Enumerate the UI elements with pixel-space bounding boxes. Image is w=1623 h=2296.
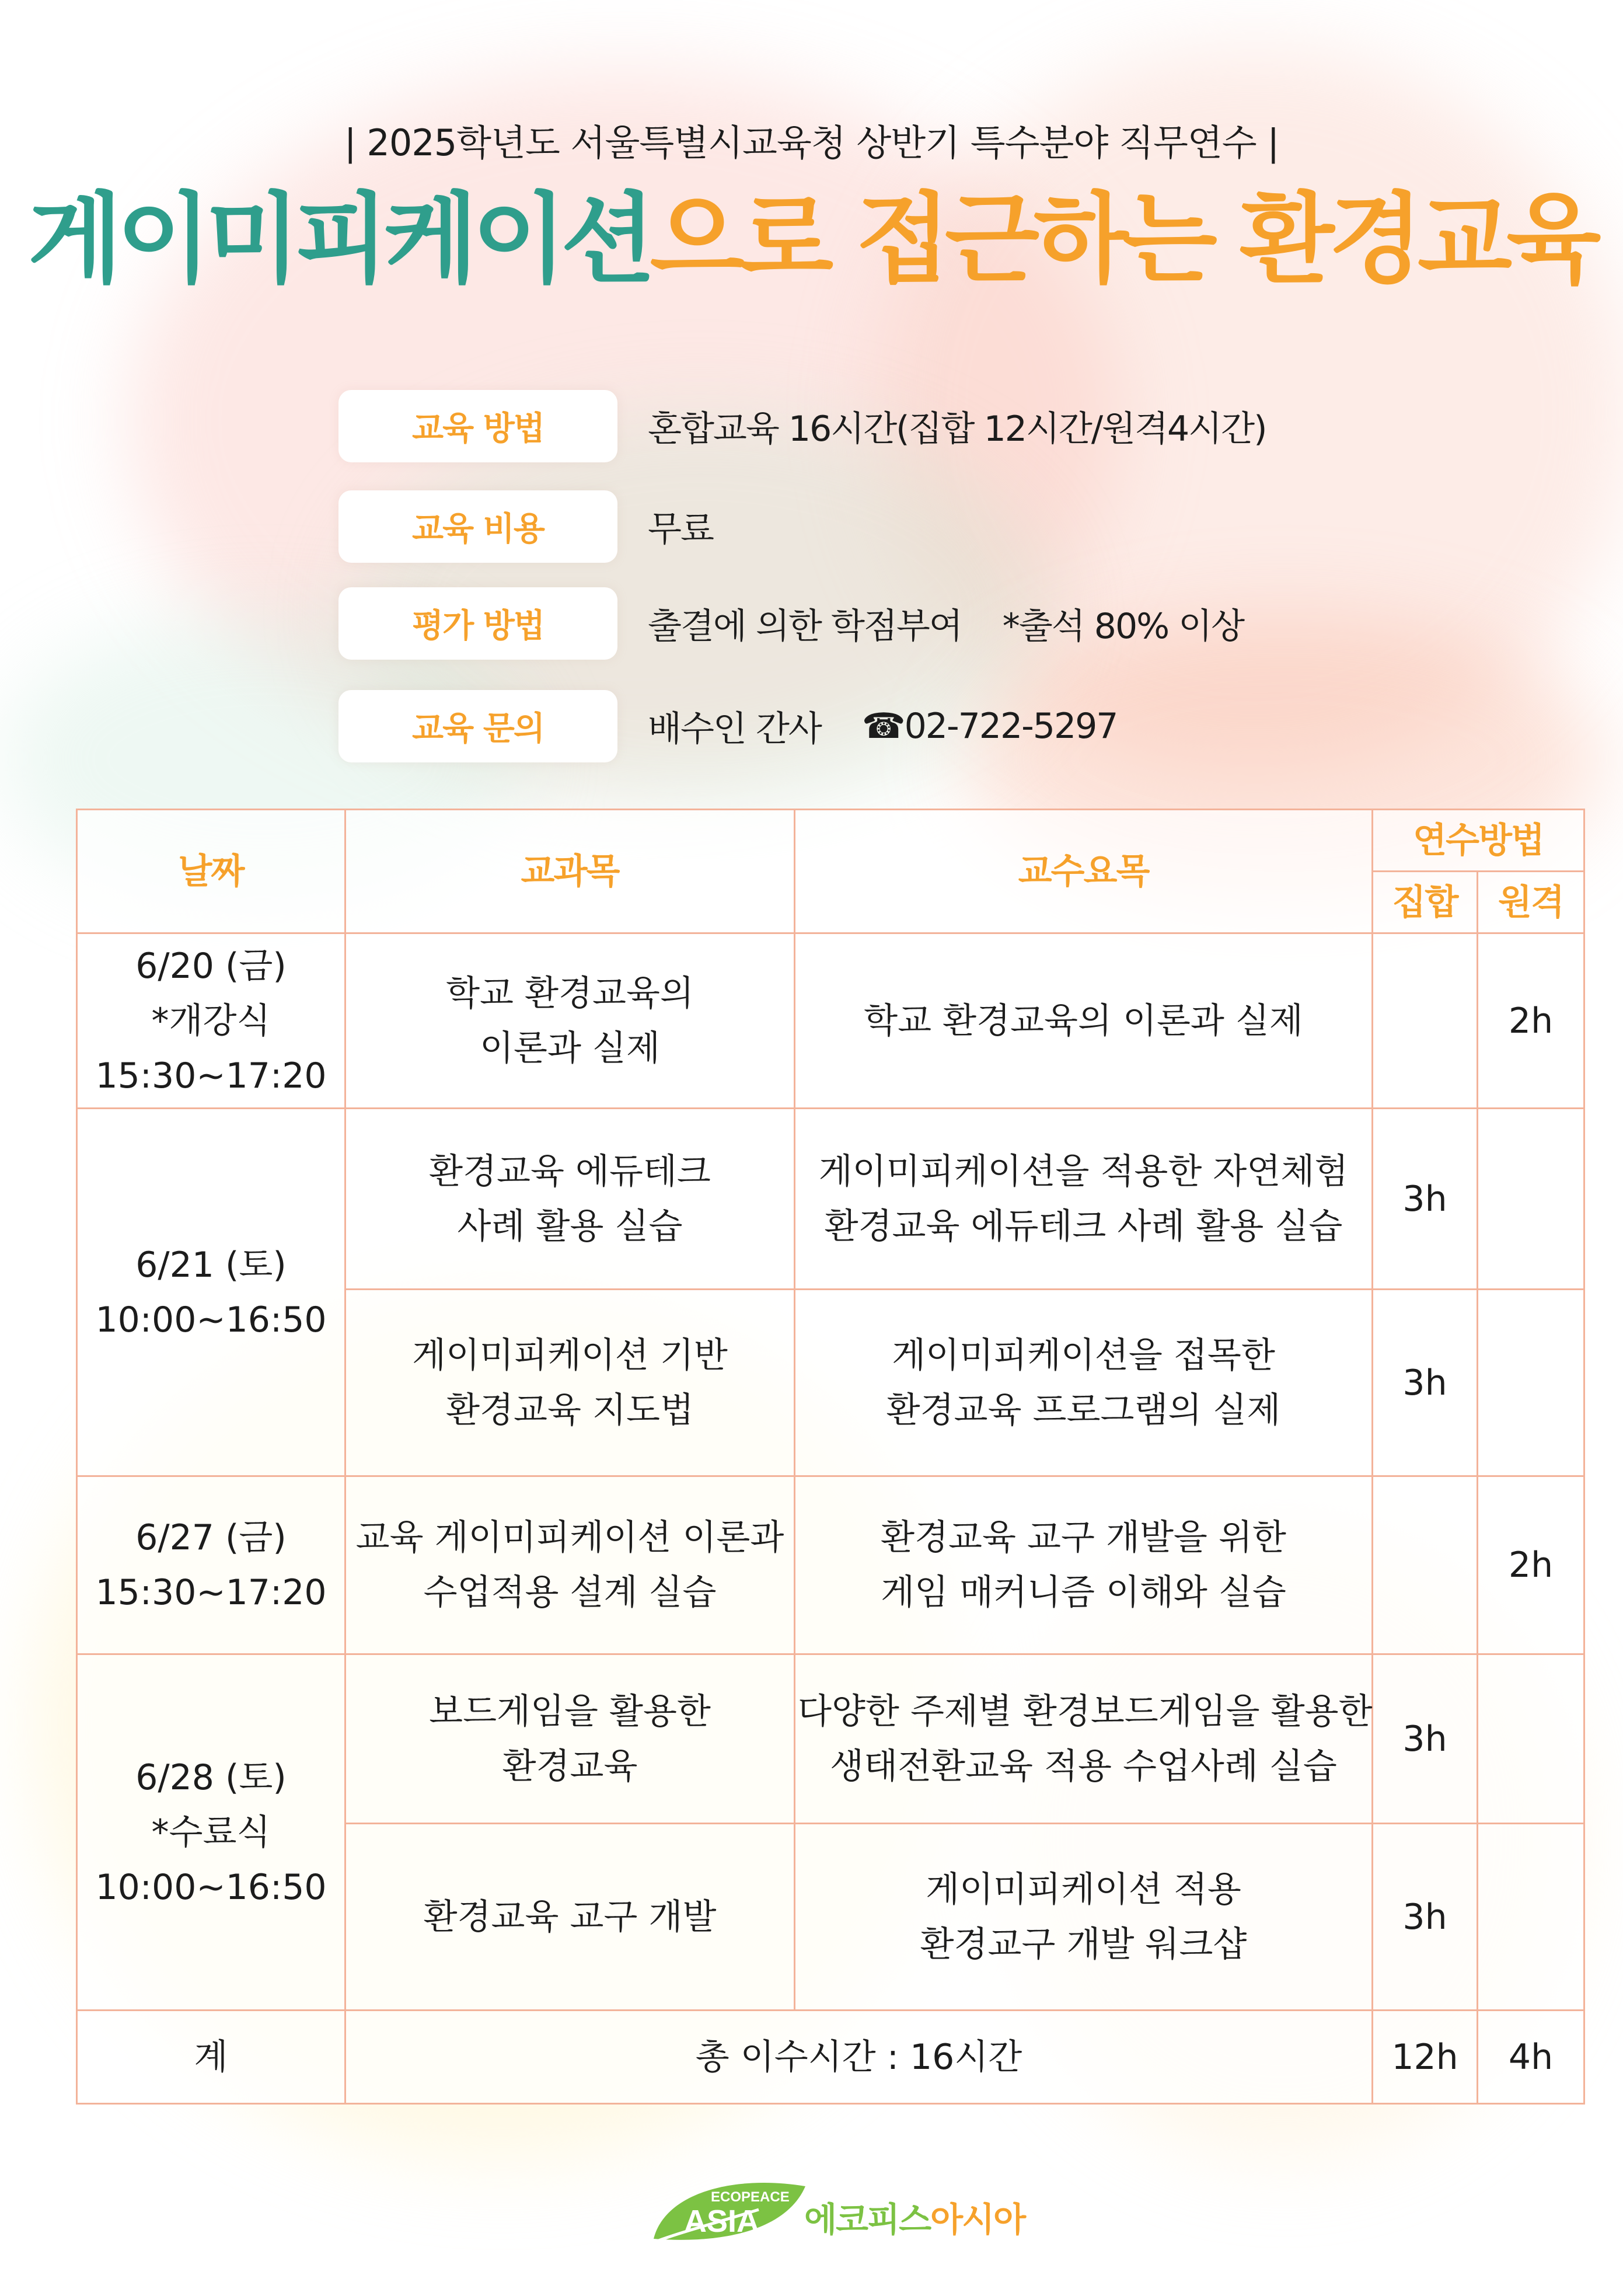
header-subject: 교과목 <box>345 810 795 933</box>
date-cell: 6/28 (토) *수료식 10:00~16:50 <box>77 1654 345 2011</box>
info-value: 무료 <box>648 509 713 550</box>
header-date: 날짜 <box>77 810 345 933</box>
subject-cell: 학교 환경교육의 이론과 실제 <box>345 933 795 1109</box>
header-offline: 집합 <box>1373 872 1478 933</box>
content-cell: 환경교육 교구 개발을 위한 게임 매커니즘 이해와 실습 <box>795 1476 1373 1654</box>
info-label: 교육 비용 <box>338 490 617 563</box>
date-cell: 6/27 (금) 15:30~17:20 <box>77 1476 345 1654</box>
info-value: 혼합교육 16시간(집합 12시간/원격4시간) <box>648 409 1266 450</box>
table-row <box>77 1109 1584 1290</box>
date-cell: 6/21 (토) 10:00~16:50 <box>77 1109 345 1476</box>
evaluation-text: 출결에 의한 학점부여 <box>648 606 962 647</box>
online-hours <box>1478 1654 1584 1824</box>
offline-hours: 3h <box>1373 1824 1478 2011</box>
table-row <box>77 1654 1584 1824</box>
offline-hours: 3h <box>1373 1109 1478 1290</box>
table-header-row <box>77 810 1584 872</box>
offline-hours <box>1373 933 1478 1109</box>
online-hours: 2h <box>1478 933 1584 1109</box>
schedule-table <box>76 809 1585 2105</box>
logo-text-green: 에코피스 <box>804 2200 931 2239</box>
subject-cell: 보드게임을 활용한 환경교육 <box>345 1654 795 1824</box>
logo-leaf-top: ECOPEACE <box>711 2189 790 2205</box>
contact-phone: ☎02-722-5297 <box>861 706 1118 747</box>
logo-text-orange: 아시아 <box>930 2200 1025 2239</box>
attendance-note: *출석 80% 이상 <box>1002 606 1244 647</box>
header-online: 원격 <box>1478 872 1584 933</box>
offline-hours: 3h <box>1373 1290 1478 1476</box>
title-rest: 으로 접근하는 환경교육 <box>650 182 1596 297</box>
subject-cell: 교육 게이미피케이션 이론과 수업적용 설계 실습 <box>345 1476 795 1654</box>
online-hours <box>1478 1290 1584 1476</box>
content-cell: 게이미피케이션을 적용한 자연체험 환경교육 에듀테크 사례 활용 실습 <box>795 1109 1373 1290</box>
online-hours: 2h <box>1478 1476 1584 1654</box>
logo-leaf-main: ASIA <box>684 2204 760 2239</box>
content-cell: 다양한 주제별 환경보드게임을 활용한 생태전환교육 적용 수업사례 실습 <box>795 1654 1373 1824</box>
subject-cell: 환경교육 교구 개발 <box>345 1824 795 2011</box>
total-hours-text: 총 이수시간 : 16시간 <box>345 2011 1373 2104</box>
total-online-hours: 4h <box>1478 2011 1584 2104</box>
logo-wordmark <box>804 2192 1025 2241</box>
total-offline-hours: 12h <box>1373 2011 1478 2104</box>
table-row <box>77 1476 1584 1654</box>
info-value <box>648 690 1623 762</box>
online-hours <box>1478 1109 1584 1290</box>
header-subtitle: | 2025학년도 서울특별시교육청 상반기 특수분야 직무연수 | <box>344 121 1279 164</box>
subject-cell: 게이미피케이션 기반 환경교육 지도법 <box>345 1290 795 1476</box>
title-highlight: 게이미피케이션 <box>27 182 650 297</box>
online-hours <box>1478 1824 1584 2011</box>
offline-hours <box>1373 1476 1478 1654</box>
contact-name: 배수인 간사 <box>648 709 821 750</box>
subject-cell: 환경교육 에듀테크 사례 활용 실습 <box>345 1109 795 1290</box>
table-total-row <box>77 2011 1584 2104</box>
total-label: 계 <box>77 2011 345 2104</box>
info-label: 교육 문의 <box>338 690 617 762</box>
info-value <box>648 587 1623 660</box>
date-cell: 6/20 (금) *개강식 15:30~17:20 <box>77 933 345 1109</box>
offline-hours: 3h <box>1373 1654 1478 1824</box>
leaf-icon <box>642 2169 811 2250</box>
table-row <box>77 933 1584 1109</box>
info-label: 교육 방법 <box>338 390 617 462</box>
content-cell: 게이미피케이션을 접목한 환경교육 프로그램의 실제 <box>795 1290 1373 1476</box>
header-method: 연수방법 <box>1373 810 1584 872</box>
content-cell: 학교 환경교육의 이론과 실제 <box>795 933 1373 1109</box>
info-label: 평가 방법 <box>338 587 617 660</box>
content-cell: 게이미피케이션 적용 환경교구 개발 워크샵 <box>795 1824 1373 2011</box>
header-content: 교수요목 <box>795 810 1373 933</box>
page-title <box>0 182 1623 297</box>
ecopeace-asia-logo <box>642 2169 1025 2250</box>
